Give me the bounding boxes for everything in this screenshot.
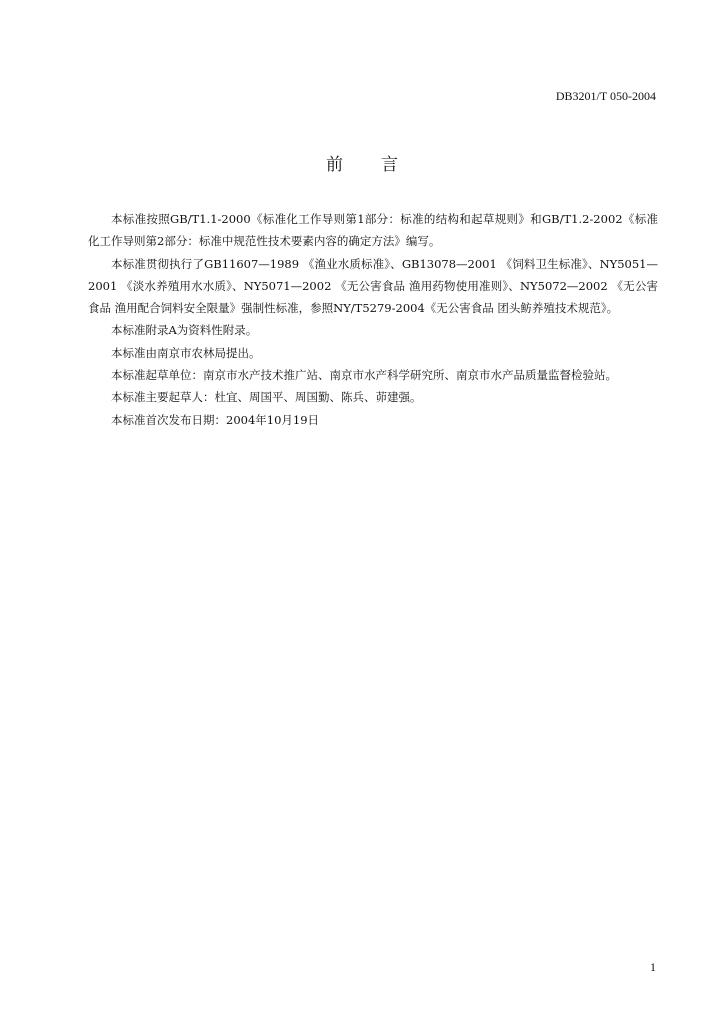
title-char-2: 言 xyxy=(381,155,398,175)
paragraph-drafting-basis: 本标准按照GB/T1.1-2000《标准化工作导则第1部分：标准的结构和起草规则》和GB/T1.2-2002《标准化工作导则第2部分：标准中规范性技术要素内容的确定方法》编写。 xyxy=(88,212,658,249)
page-number: 1 xyxy=(650,960,656,974)
paragraph-appendix: 本标准附录A为资料性附录。 xyxy=(111,323,258,338)
paragraph-proposer: 本标准由南京市农林局提出。 xyxy=(111,345,261,360)
page-title xyxy=(0,150,724,175)
title-char-1: 前 xyxy=(326,155,343,175)
paragraph-drafters: 本标准主要起草人：杜宜、周国平、周国勤、陈兵、茆建强。 xyxy=(111,390,422,405)
standard-code: DB3201/T 050-2004 xyxy=(555,89,656,103)
paragraph-referenced-standards: 本标准贯彻执行了GB11607—1989 《渔业水质标准》、GB13078—2001 《饲料卫生标准》、NY5051—2001 《淡水养殖用水水质》、NY5071—2002 《无公害食品 渔用药物使用准则》、NY5072—2002 《无公害食品 渔用配合饲料安全限量》强制性标准，参照NY/T5279-2004《无公害食品 团头鲂养殖技术规范》。 xyxy=(88,256,658,316)
foreword-body xyxy=(88,208,658,431)
paragraph-release-date: 本标准首次发布日期：2004年10月19日 xyxy=(111,412,320,427)
paragraph-drafting-units: 本标准起草单位：南京市水产技术推广站、南京市水产科学研究所、南京市水产品质量监督检验站。 xyxy=(111,368,617,383)
